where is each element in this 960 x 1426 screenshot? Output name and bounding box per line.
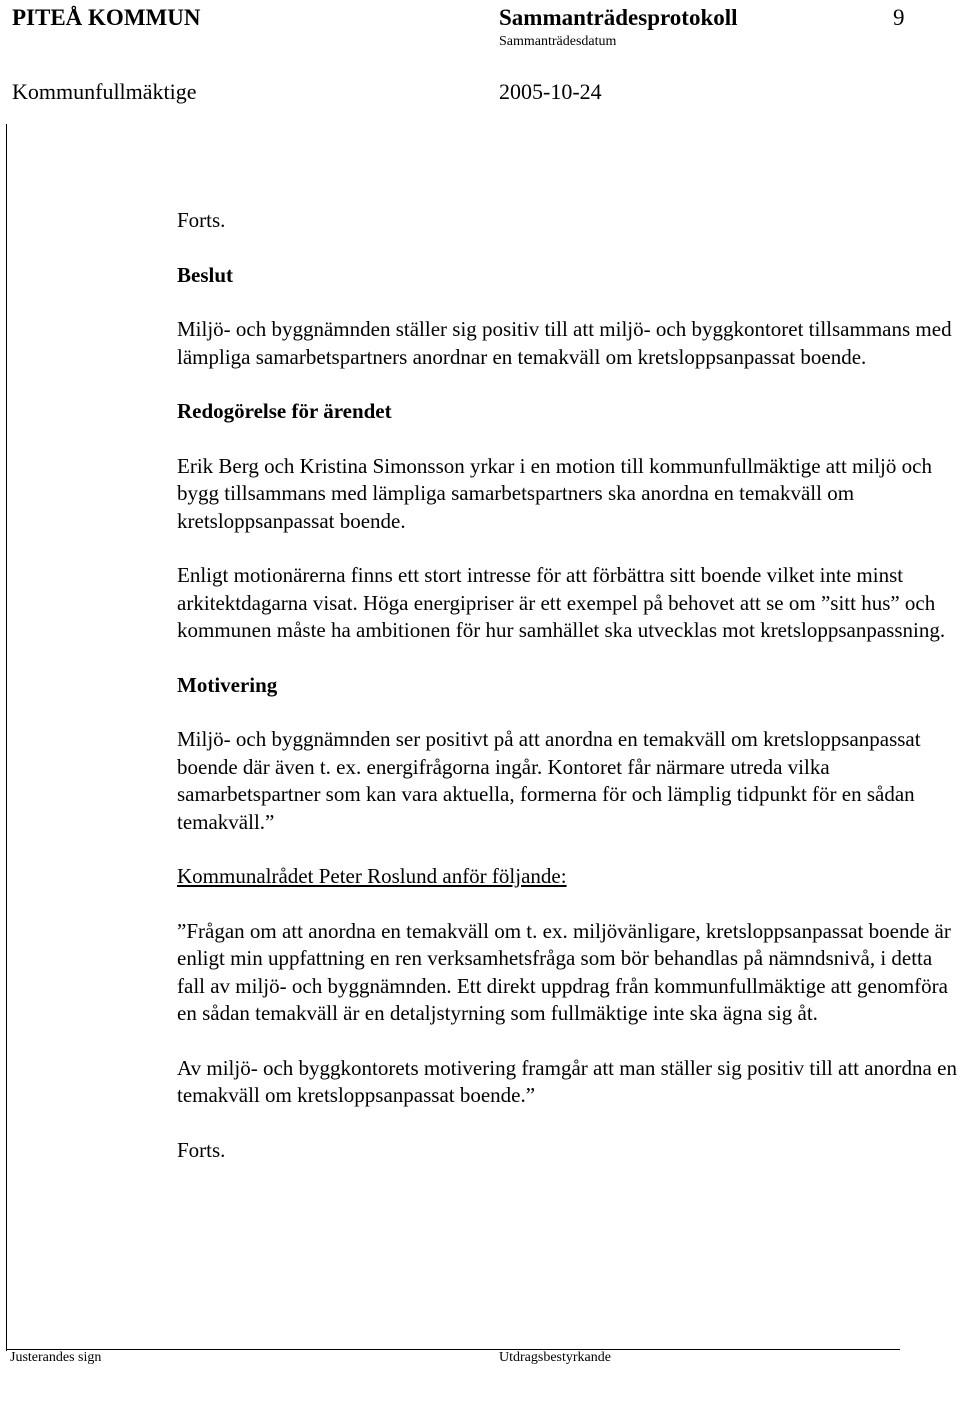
main-content <box>177 207 958 1164</box>
left-margin-rule <box>6 124 7 1351</box>
signature-label: Justerandes sign <box>10 1350 102 1365</box>
organization-name: PITEÅ KOMMUN <box>12 5 201 30</box>
meeting-date: 2005-10-24 <box>499 79 602 104</box>
redogorelse-heading: Redogörelse för ärendet <box>177 399 392 423</box>
body-name: Kommunfullmäktige <box>12 79 197 104</box>
document-type: Sammanträdesprotokoll <box>499 5 738 30</box>
continued-label-bottom: Forts. <box>177 1137 226 1162</box>
certification-label: Utdragsbestyrkande <box>499 1350 611 1365</box>
beslut-heading: Beslut <box>177 262 234 287</box>
footer-rule <box>6 1349 900 1350</box>
motivering-text: Miljö- och byggnämnden ser positivt på att anordna en temakväll om kretsloppsanpassat boende där även t. ex. energifrågorna ingår. Kontoret får närmare utreda vilka samarbetspartner som kan vara aktuella, formerna för och lämplig tidpunkt för en sådan temakväll.” <box>177 727 921 834</box>
quote-paragraph-1: ”Frågan om att anordna en temakväll om t. ex. miljövänligare, kretsloppsanpassat boende är enligt min uppfattning en ren verksamhetsfråga som bör behandlas på nämndsnivå, i detta fall av miljö- och byggnämnden. Ett direkt uppdrag från kommunfullmäktige att genomföra en sådan temakväll är en detaljstyrning som fullmäktige inte ska ägna sig åt. <box>177 918 951 1025</box>
beslut-text: Miljö- och byggnämnden ställer sig positiv till att miljö- och byggkontoret tillsammans med lämpliga samarbetspartners anordnar en temakväll om kretsloppsanpassat boende. <box>177 317 952 369</box>
quote-paragraph-2: Av miljö- och byggkontorets motivering framgår att man ställer sig positiv till att anordna en temakväll om kretsloppsanpassat boende.” <box>177 1055 957 1107</box>
redogorelse-paragraph-2: Enligt motionärerna finns ett stort intresse för att förbättra sitt boende vilket inte minst arkitektdagarna visat. Höga energipriser är ett exempel på behovet att se om ”sitt hus” och kommunen måste ha ambitionen för hur samhället ska utvecklas mot kretsloppsanpassning. <box>177 563 946 642</box>
redogorelse-paragraph-1: Erik Berg och Kristina Simonsson yrkar i en motion till kommunfullmäktige att miljö och bygg tillsammans med lämpliga samarbetspartners ska anordna en temakväll om kretsloppsanpassat boende. <box>177 453 932 533</box>
kommunalradet-heading: Kommunalrådet Peter Roslund anför följande: <box>177 864 567 888</box>
page-number: 9 <box>893 5 905 30</box>
continued-label-top: Forts. <box>177 208 226 232</box>
date-label: Sammanträdesdatum <box>499 34 617 49</box>
motivering-heading: Motivering <box>177 672 278 697</box>
